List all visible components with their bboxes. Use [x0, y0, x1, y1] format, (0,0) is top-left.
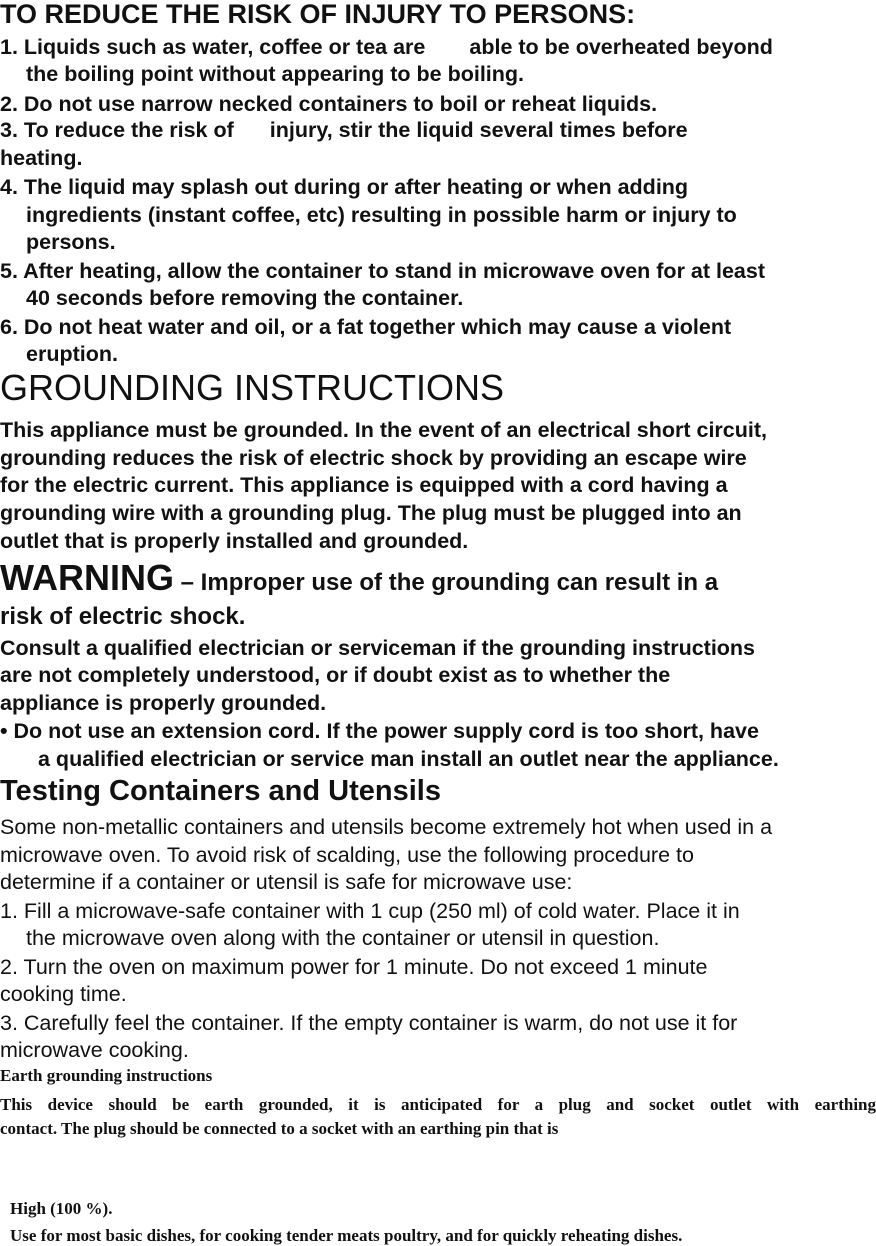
risk-item-1-part-b: able to be overheated beyond — [469, 35, 773, 59]
risk-item-4-line-1: 4. The liquid may splash out during or after heating or when adding — [0, 175, 689, 199]
grounding-heading: GROUNDING INSTRUCTIONS — [0, 367, 504, 408]
risk-item-3-part-b: injury, stir the liquid several times before — [269, 118, 688, 142]
testing-step-3-line-1: 3. Carefully feel the container. If the empty container is warm, do not use it for — [0, 1011, 738, 1035]
grounding-line-2: grounding reduces the risk of electric shock by providing an escape wire — [0, 446, 747, 470]
testing-step-2-line-2: cooking time. — [0, 982, 127, 1006]
risk-item-5-line-1: 5. After heating, allow the container to stand in microwave oven for at least — [0, 259, 766, 283]
risk-item-3-line-1 — [0, 118, 688, 143]
warning-word: WARNING — [0, 557, 174, 598]
consult-line-3: appliance is properly grounded. — [0, 691, 327, 715]
testing-intro-line-1: Some non-metallic containers and utensils become extremely hot when used in a — [0, 815, 773, 839]
grounding-line-3: for the electric current. This appliance is equipped with a cord having a — [0, 473, 728, 497]
risk-item-6-line-1: 6. Do not heat water and oil, or a fat together which may cause a violent — [0, 315, 732, 339]
testing-intro-line-3: determine if a container or utensil is safe for microwave use: — [0, 870, 573, 894]
grounding-line-4: grounding wire with a grounding plug. The plug must be plugged into an — [0, 501, 742, 525]
risk-item-4-line-3: persons. — [26, 230, 116, 254]
earth-grounding-heading: Earth grounding instructions — [0, 1066, 213, 1085]
testing-step-2-line-1: 2. Turn the oven on maximum power for 1 minute. Do not exceed 1 minute — [0, 955, 708, 979]
risk-item-4-line-2: ingredients (instant coffee, etc) resulting in possible harm or injury to — [26, 203, 737, 227]
extension-cord-bullet-line-1: • Do not use an extension cord. If the power supply cord is too short, have — [0, 719, 759, 743]
consult-line-2: are not completely understood, or if doubt exist as to whether the — [0, 663, 671, 687]
grounding-line-5: outlet that is properly installed and grounded. — [0, 529, 469, 553]
risk-item-5-line-2: 40 seconds before removing the container. — [26, 286, 464, 310]
risk-item-1-line-1 — [0, 35, 773, 60]
testing-heading: Testing Containers and Utensils — [0, 775, 441, 807]
extension-cord-bullet-line-2: a qualified electrician or service man install an outlet near the appliance. — [38, 747, 779, 771]
consult-line-1: Consult a qualified electrician or serviceman if the grounding instructions — [0, 636, 756, 660]
risk-item-1-part-a: 1. Liquids such as water, coffee or tea are — [0, 35, 426, 59]
risk-item-6-line-2: eruption. — [26, 342, 118, 366]
testing-step-1-line-2: the microwave oven along with the container or utensil in question. — [26, 926, 660, 950]
testing-intro-line-2: microwave oven. To avoid risk of scalding, use the following procedure to — [0, 843, 694, 867]
earth-grounding-line-1: This device should be earth grounded, it is anticipated for a plug and socket outlet with earthing — [0, 1095, 876, 1114]
earth-grounding-line-2: contact. The plug should be connected to a socket with an earthing pin that is — [0, 1119, 559, 1138]
warning-text-a: – Improper use of the grounding can result in a — [174, 569, 719, 596]
risk-item-3-line-2: heating. — [0, 146, 83, 170]
testing-step-3-line-2: microwave cooking. — [0, 1038, 189, 1062]
power-level-description: Use for most basic dishes, for cooking tender meats poultry, and for quickly reheating dishes. — [10, 1226, 683, 1245]
testing-step-1-line-1: 1. Fill a microwave-safe container with 1 cup (250 ml) of cold water. Place it in — [0, 899, 740, 923]
risk-item-1-line-2: the boiling point without appearing to be boiling. — [26, 62, 525, 86]
grounding-line-1: This appliance must be grounded. In the event of an electrical short circuit, — [0, 418, 767, 442]
power-level-label: High (100 %). — [10, 1199, 113, 1218]
risk-item-2: 2. Do not use narrow necked containers to boil or reheat liquids. — [0, 92, 658, 116]
warning-line-2: risk of electric shock. — [0, 603, 246, 630]
risk-item-3-part-a: 3. To reduce the risk of — [0, 118, 234, 142]
risk-heading: TO REDUCE THE RISK OF INJURY TO PERSONS: — [0, 0, 636, 29]
warning-line-1 — [0, 557, 718, 599]
